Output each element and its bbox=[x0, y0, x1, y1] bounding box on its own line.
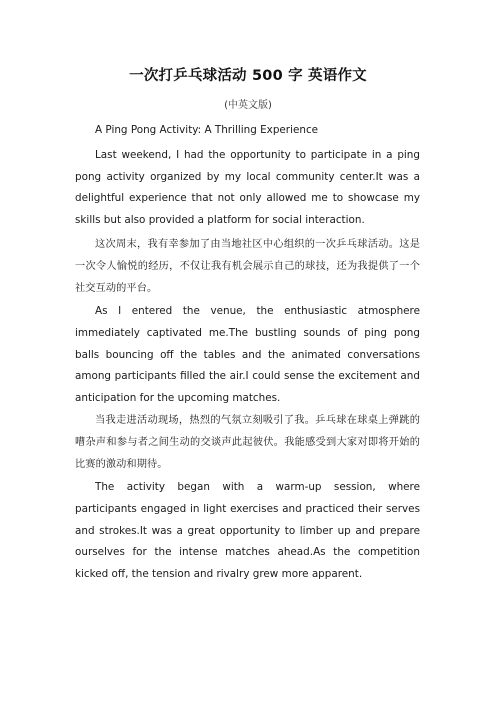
document-body bbox=[75, 118, 420, 585]
document-title: 一次打乒乓球活动 500 字 英语作文 bbox=[129, 68, 367, 84]
paragraph-3-english: The activity began with a warm-up session, where participants engaged in light exercises and practiced their serves and strokes.It was a great opportunity to limber up and prepare ourselves for the intense matches ahead.As the competition kicked off, the tension and rivalry grew more apparent. bbox=[75, 481, 420, 580]
paragraph-1-english: Last weekend, I had the opportunity to participate in a ping pong activity organized by my local community center.It was a delightful experience that not only allowed me to showcase my skills but also provided a platform for social interaction. bbox=[75, 149, 420, 226]
paragraph-1-chinese: 这次周末，我有幸参加了由当地社区中心组织的一次乒乓球活动。这是一次令人愉悦的经历，不仅让我有机会展示自己的球技，还为我提供了一个社交互动的平台。 bbox=[75, 239, 420, 295]
essay-heading: A Ping Pong Activity: A Thrilling Experience bbox=[95, 124, 319, 136]
paragraph-2-english: As I entered the venue, the enthusiastic atmosphere immediately captivated me.The bustling sounds of ping pong balls bouncing off the tables and the animated conversations among participants filled the air.I could sense the excitement and anticipation for the upcoming matches. bbox=[75, 305, 420, 404]
paragraph-2-chinese: 当我走进活动现场，热烈的气氛立刻吸引了我。乒乓球在球桌上弹跳的嘈杂声和参与者之间生动的交谈声此起彼伏。我能感受到大家对即将开始的比赛的激动和期待。 bbox=[75, 415, 420, 471]
document-subtitle: (中英文版) bbox=[224, 100, 272, 111]
